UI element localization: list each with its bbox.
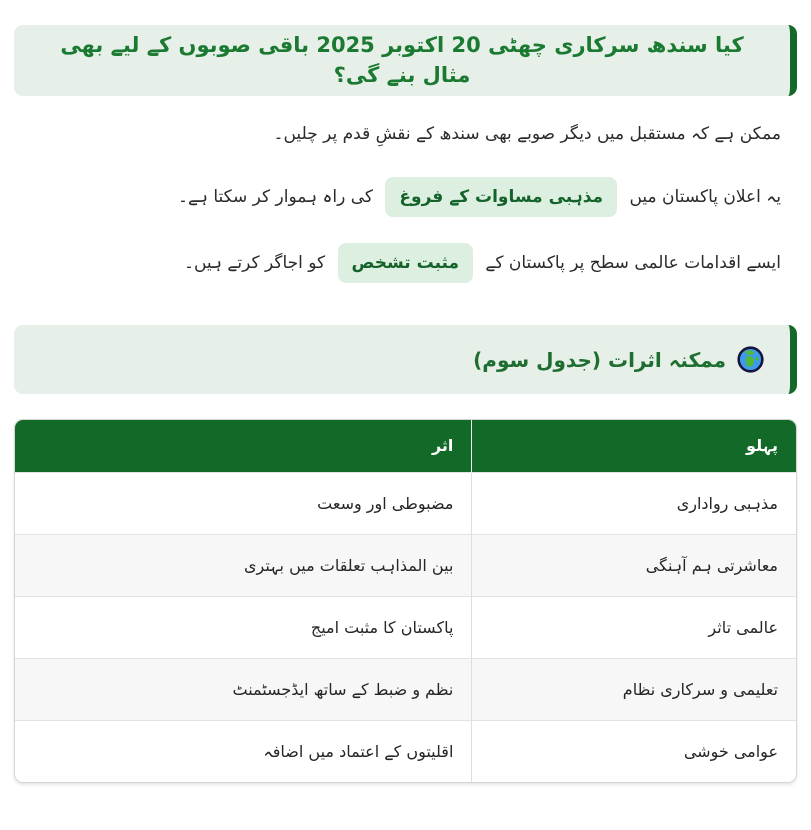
effects-banner bbox=[14, 325, 797, 394]
paragraph bbox=[14, 243, 781, 283]
aspect-cell: عالمی تاثر bbox=[472, 596, 796, 658]
aspect-cell: معاشرتی ہم آہنگی bbox=[472, 534, 796, 596]
question-title: کیا سندھ سرکاری چھٹی 20 اکتوبر 2025 باقی صوبوں کے لیے بھی مثال بنے گی؟ bbox=[60, 33, 744, 87]
text-highlight: مذہبی مساوات کے فروغ bbox=[385, 177, 617, 217]
table-row bbox=[15, 472, 796, 534]
table-header-row bbox=[15, 420, 796, 472]
effects-title: ممکنہ اثرات (جدول سوم) bbox=[473, 347, 726, 372]
table-row bbox=[15, 534, 796, 596]
effect-cell: بین المذاہب تعلقات میں بہتری bbox=[15, 534, 472, 596]
text-highlight: مثبت تشخص bbox=[338, 243, 473, 283]
globe-icon bbox=[737, 346, 764, 373]
aspect-cell: عوامی خوشی bbox=[472, 720, 796, 782]
table-row bbox=[15, 720, 796, 782]
paragraph-text: یہ اعلان پاکستان میں bbox=[629, 186, 781, 207]
column-header-aspect: پہلو bbox=[472, 420, 796, 472]
table-row bbox=[15, 658, 796, 720]
effect-cell: نظم و ضبط کے ساتھ ایڈجسٹمنٹ bbox=[15, 658, 472, 720]
body-paragraphs bbox=[14, 96, 797, 283]
aspect-cell: مذہبی رواداری bbox=[472, 472, 796, 534]
question-banner bbox=[14, 25, 797, 96]
column-header-effect: اثر bbox=[15, 420, 472, 472]
effect-cell: مضبوطی اور وسعت bbox=[15, 472, 472, 534]
paragraph-text: ایسے اقدامات عالمی سطح پر پاکستان کے bbox=[485, 252, 781, 273]
aspect-cell: تعلیمی و سرکاری نظام bbox=[472, 658, 796, 720]
paragraph-text: کی راہ ہموار کر سکتا ہے۔ bbox=[178, 186, 374, 207]
effect-cell: اقلیتوں کے اعتماد میں اضافہ bbox=[15, 720, 472, 782]
paragraph bbox=[14, 177, 781, 217]
paragraph-text: کو اجاگر کرتے ہیں۔ bbox=[184, 252, 326, 273]
impact-table bbox=[14, 419, 797, 783]
table-row bbox=[15, 596, 796, 658]
paragraph-text: ممکن ہے کہ مستقبل میں دیگر صوبے بھی سندھ کے نقشِ قدم پر چلیں۔ bbox=[273, 124, 781, 144]
paragraph bbox=[14, 120, 781, 149]
effect-cell: پاکستان کا مثبت امیج bbox=[15, 596, 472, 658]
